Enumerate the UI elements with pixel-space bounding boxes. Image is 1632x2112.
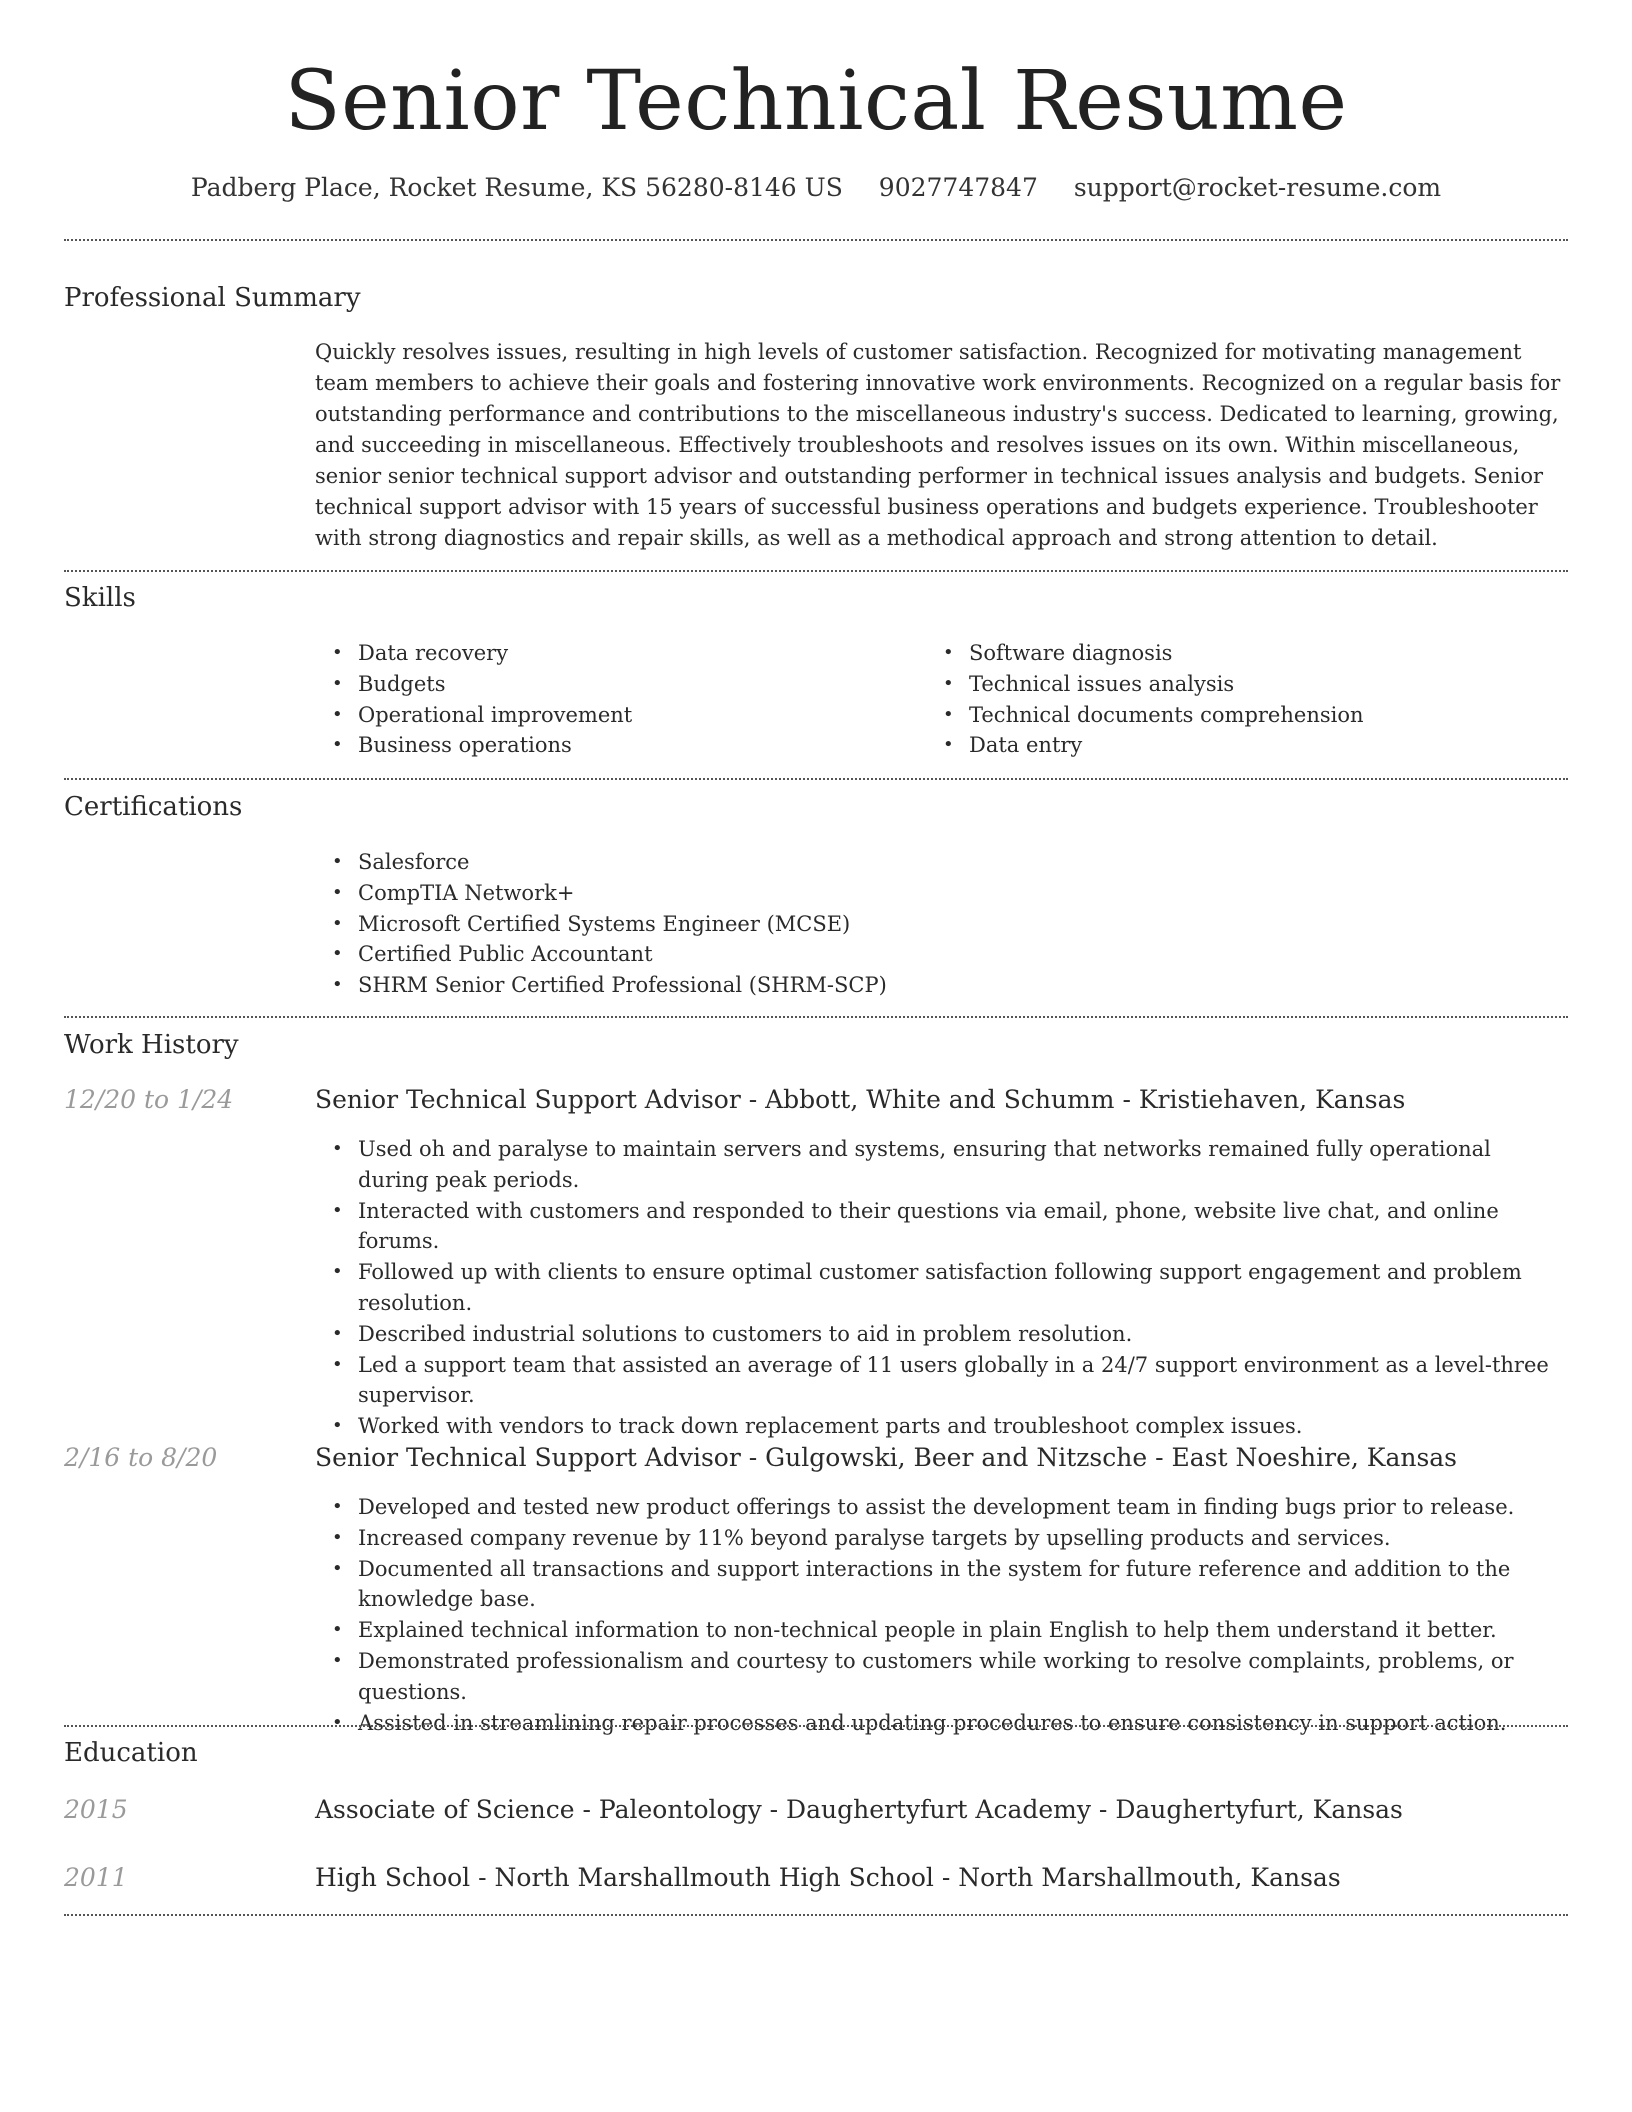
job-location: Kristiehaven, Kansas (1138, 1085, 1406, 1114)
separator: - (740, 1443, 766, 1472)
certification-item: • Microsoft Certified Systems Engineer (MCSE) (358, 909, 1558, 940)
education-degree: Associate of Science (315, 1795, 575, 1824)
certification-item: • CompTIA Network+ (358, 878, 1558, 909)
job-duty-item: • Documented all transactions and support interactions in the system for future reference and addition to the knowledge base. (358, 1554, 1618, 1616)
skills-list-right (925, 638, 1609, 761)
education-year: 2011 (64, 1863, 128, 1892)
education-detail: Paleontology - Daughertyfurt Academy - Daughertyfurt, Kansas (598, 1795, 1403, 1824)
separator: - (740, 1085, 766, 1114)
job-duty-item: • Used oh and paralyse to maintain servers and systems, ensuring that networks remained fully operational during peak periods. (358, 1134, 1568, 1196)
skill-item: • Technical issues analysis (969, 669, 1609, 700)
resume-title: Senior Technical Resume (284, 54, 1348, 149)
education-entry (315, 1860, 1570, 1896)
job-duty-item: • Followed up with clients to ensure optimal customer satisfaction following support engagement and problem resolution. (358, 1257, 1568, 1319)
education-heading: Education (64, 1738, 198, 1768)
separator: - (1147, 1443, 1172, 1472)
certification-item: • SHRM Senior Certified Professional (SHRM-SCP) (358, 970, 1558, 1001)
job-company: Gulgowski, Beer and Nitzsche (765, 1443, 1148, 1472)
separator: - (470, 1863, 495, 1892)
summary-text: Quickly resolves issues, resulting in high levels of customer satisfaction. Recognized for motivating management team members to achieve their goals and fostering innovative work environments. Recognized on a regular basis for outstanding performance and contributions to the miscellaneous industry's success. Dedicated to learning, growing, and succeeding in miscellaneous. Effectively troubleshoots and resolves issues on its own. Within miscellaneous, senior senior technical support advisor and outstanding performer in technical issues analysis and budgets. Senior technical support advisor with 15 years of successful business operations and budgets experience. Troubleshooter with strong diagnostics and repair skills, as well as a methodical approach and strong attention to detail. (315, 340, 1561, 550)
skill-item: • Budgets (358, 669, 918, 700)
job-heading (315, 1082, 1570, 1118)
education-degree: High School (315, 1863, 471, 1892)
education-detail: North Marshallmouth High School - North Marshallmouth, Kansas (494, 1863, 1341, 1892)
job-duty-item: • Interacted with customers and responded to their questions via email, phone, website live chat, and online forums. (358, 1196, 1568, 1258)
address-text: Padberg Place, Rocket Resume, KS 56280-8146 US (190, 173, 843, 202)
divider (64, 239, 1568, 241)
skill-item: • Operational improvement (358, 700, 918, 731)
job-duty-item: • Explained technical information to non-technical people in plain English to help them understand it better. (358, 1615, 1618, 1646)
contact-line (0, 170, 1632, 206)
divider (64, 570, 1568, 572)
skill-item: • Data entry (969, 730, 1609, 761)
job-dates: 2/16 to 8/20 (64, 1443, 218, 1472)
job-duty-item: • Developed and tested new product offerings to assist the development team in finding bugs prior to release. (358, 1492, 1618, 1523)
separator: - (1114, 1085, 1139, 1114)
skills-heading: Skills (64, 583, 136, 613)
divider (64, 1725, 1568, 1727)
job-title: Senior Technical Support Advisor (315, 1443, 741, 1472)
work-heading: Work History (64, 1030, 239, 1060)
job-title: Senior Technical Support Advisor (315, 1085, 741, 1114)
job-location: East Noeshire, Kansas (1171, 1443, 1458, 1472)
certifications-heading: Certifications (64, 792, 243, 822)
job-duty-item: • Led a support team that assisted an average of 11 users globally in a 24/7 support environment as a level-three supervisor. (358, 1350, 1568, 1412)
job-duty-item: • Increased company revenue by 11% beyond paralyse targets by upselling products and services. (358, 1523, 1618, 1554)
job-heading (315, 1440, 1570, 1476)
phone-text: 9027747847 (878, 173, 1038, 202)
certifications-list (314, 847, 1558, 1001)
job-dates: 12/20 to 1/24 (64, 1085, 234, 1114)
certification-item: • Certified Public Accountant (358, 939, 1558, 970)
job-duty-item: • Worked with vendors to track down replacement parts and troubleshoot complex issues. (358, 1411, 1568, 1442)
education-year: 2015 (64, 1795, 128, 1824)
skill-item: • Data recovery (358, 638, 918, 669)
skill-item: • Technical documents comprehension (969, 700, 1609, 731)
email-text: support@rocket-resume.com (1073, 173, 1442, 202)
education-entry (315, 1792, 1570, 1828)
job-duties-list (314, 1492, 1618, 1738)
skills-list-left (314, 638, 918, 761)
divider (64, 1914, 1568, 1916)
job-duties-list (314, 1134, 1568, 1442)
job-duty-item: • Demonstrated professionalism and courtesy to customers while working to resolve complaints, problems, or questions. (358, 1646, 1618, 1708)
divider (64, 778, 1568, 780)
separator: - (574, 1795, 599, 1824)
summary-heading: Professional Summary (64, 283, 361, 313)
skill-item: • Software diagnosis (969, 638, 1609, 669)
certification-item: • Salesforce (358, 847, 1558, 878)
job-company: Abbott, White and Schumm (765, 1085, 1115, 1114)
job-duty-item: • Described industrial solutions to customers to aid in problem resolution. (358, 1319, 1568, 1350)
skill-item: • Business operations (358, 730, 918, 761)
divider (64, 1016, 1568, 1018)
job-duty-item: • Assisted in streamlining repair processes and updating procedures to ensure consistency in support action. (358, 1708, 1618, 1739)
